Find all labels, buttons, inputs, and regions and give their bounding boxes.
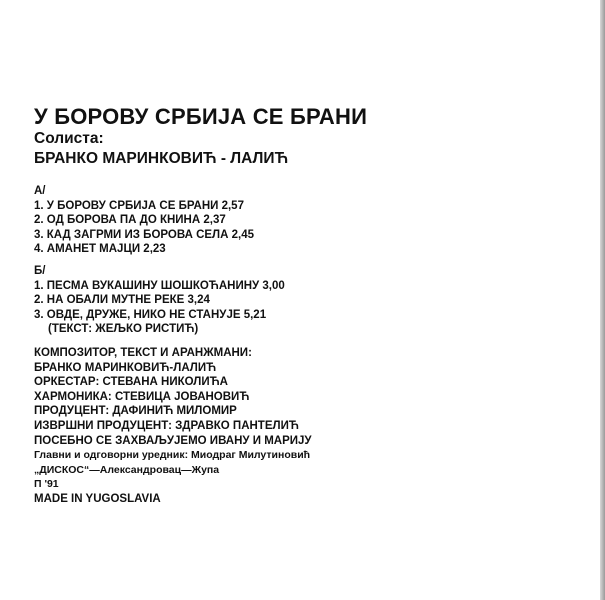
credit-line: КОМПОЗИТОР, ТЕКСТ И АРАНЖМАНИ: — [34, 347, 252, 359]
side-a-label: А/ — [34, 185, 46, 197]
side-b-label: Б/ — [34, 265, 46, 277]
made-in: MADE IN YUGOSLAVIA — [34, 492, 161, 505]
scan-edge — [600, 0, 605, 600]
credit-line: ОРКЕСТАР: СТЕВАНА НИКОЛИЋА — [34, 376, 228, 389]
side-b-track: 2. НА ОБАЛИ МУТНЕ РЕКЕ 3,24 — [34, 294, 210, 307]
side-b-track: 3. ОВДЕ, ДРУЖЕ, НИКО НЕ СТАНУЈЕ 5,21 — [34, 308, 267, 321]
soloist-name: БРАНКО МАРИНКОВИЋ - ЛАЛИЋ — [34, 150, 289, 167]
side-a-tracklist — [34, 184, 254, 257]
soloist-label: Солиста: — [34, 130, 104, 147]
side-b-track: 1. ПЕСМА ВУКАШИНУ ШОШКОЋАНИНУ 3,00 — [34, 279, 285, 292]
side-b-tracklist — [34, 264, 285, 337]
year-mark: П '91 — [34, 478, 59, 491]
credit-line: ПОСЕБНО СЕ ЗАХВАЉУЈЕМО ИВАНУ И МАРИЈУ — [34, 434, 312, 447]
editor-line: Главни и одговорни уредник: Миодраг Милутиновић — [34, 449, 311, 462]
credits-block — [34, 346, 312, 507]
album-title: У БОРОВУ СРБИЈА СЕ БРАНИ — [34, 104, 368, 129]
record-label-line: „ДИСКОС“—Александровац—Жупа — [34, 463, 220, 476]
side-a-track: 4. АМАНЕТ МАЈЦИ 2,23 — [34, 243, 166, 256]
credit-line: БРАНКО МАРИНКОВИЋ-ЛАЛИЋ — [34, 361, 217, 374]
credit-line: ИЗВРШНИ ПРОДУЦЕНТ: ЗДРАВКО ПАНТЕЛИЋ — [34, 419, 299, 432]
credit-line: ПРОДУЦЕНТ: ДАФИНИЋ МИЛОМИР — [34, 405, 237, 418]
lyricist-note: (ТЕКСТ: ЖЕЉКО РИСТИЋ) — [48, 323, 199, 336]
credit-line: ХАРМОНИКА: СТЕВИЦА ЈОВАНОВИЋ — [34, 390, 250, 403]
side-a-track: 2. ОД БОРОВА ПА ДО КНИНА 2,37 — [34, 214, 226, 227]
side-a-track: 3. КАД ЗАГРМИ ИЗ БОРОВА СЕЛА 2,45 — [34, 228, 255, 241]
side-a-track: 1. У БОРОВУ СРБИЈА СЕ БРАНИ 2,57 — [34, 199, 244, 212]
